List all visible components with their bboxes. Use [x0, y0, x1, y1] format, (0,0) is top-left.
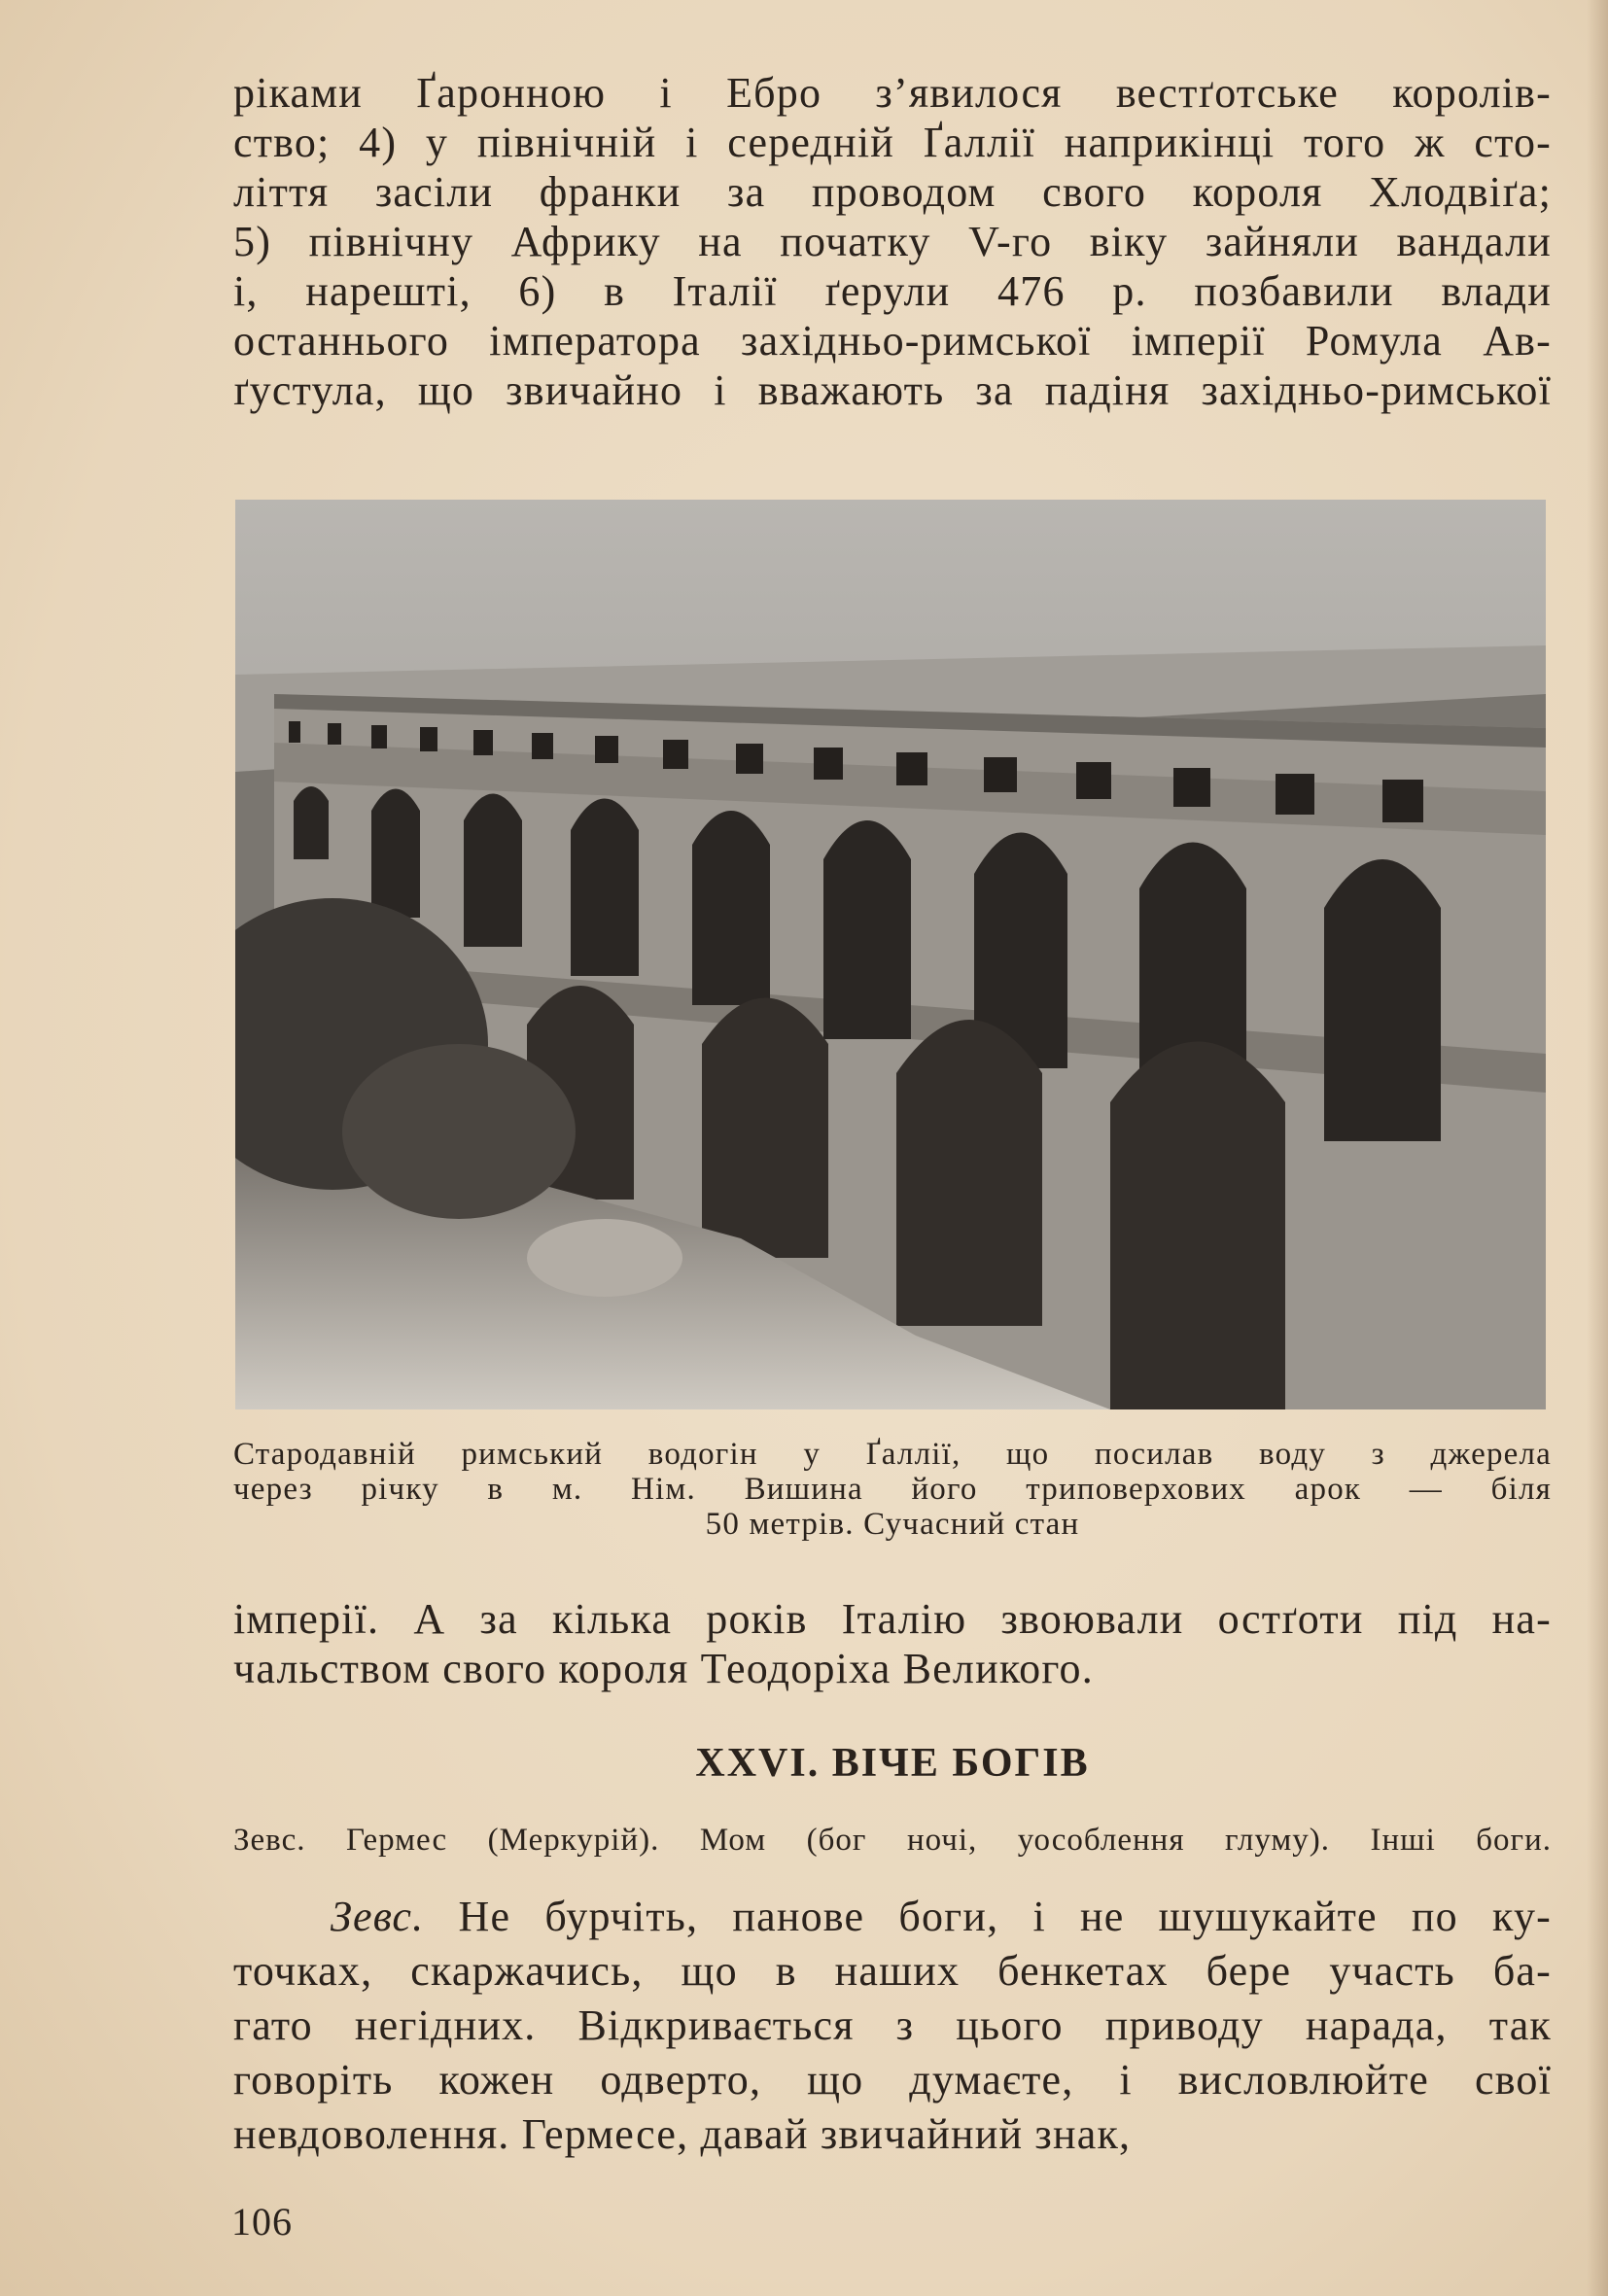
text-line [233, 1890, 1552, 1944]
text-line: рiками Ґаронною i Ебро з’явилося вестґотське королiв- [233, 69, 1552, 117]
text-line: чальством свого короля Теодорiха Великого. [233, 1645, 1094, 1692]
section-heading: XXVI. ВIЧЕ БОГIВ [695, 1741, 1090, 1786]
text-line: говорiть кожен одверто, що думаєте, i висловлюйте свої [233, 2056, 1552, 2104]
caption-line: 50 метрiв. Сучасний стан [705, 1507, 1080, 1542]
figure-caption [233, 1437, 1552, 1542]
text-line: ство; 4) у пiвнiчнiй i середнiй Ґаллiї наприкiнцi того ж сто- [233, 119, 1552, 166]
text-line: 5) пiвнiчну Африку на початку V-го вiку зайняли вандали [233, 218, 1552, 265]
text-line: ґустула, що звичайно i вважають за падiня захiдньо-римської [233, 366, 1552, 414]
text-line: лiття засiли франки за проводом свого короля Хлодвiґа; [233, 168, 1552, 216]
dialogue-paragraph [233, 1890, 1552, 2162]
cast-list: Зевс. Гермес (Меркурiй). Мом (бог ночi, уособлення глуму). Iншi боги. [233, 1823, 1552, 1858]
text-line: невдоволення. Гермесе, давай звичайний знак, [233, 2110, 1132, 2158]
text-line: iмперiї. А за кiлька рокiв Iталiю звоювали остґоти пiд на- [233, 1595, 1552, 1643]
text-line: гато негiдних. Вiдкривається з цього приводу нарада, так [233, 2001, 1552, 2049]
text-line: точках, скаржачись, що в наших бенкетах бере участь ба- [233, 1947, 1552, 1995]
dialogue-text: Не бурчiть, панове боги, i не шушукайте по ку- [458, 1893, 1552, 1940]
caption-line: через рiчку в м. Нiм. Вишина його триповерхових арок — бiля [233, 1472, 1552, 1507]
page-number: 106 [231, 2200, 293, 2244]
paragraph-top [233, 68, 1552, 415]
aqueduct-illustration [235, 500, 1546, 1409]
text-line: i, нарештi, 6) в Iталiї ґерули 476 р. позбавили влади [233, 267, 1552, 315]
speaker-name: Зевс. [331, 1893, 425, 1940]
page-edge-shadow [1587, 0, 1608, 2296]
caption-line: Стародавнiй римський водогiн у Ґаллiї, що посилав воду з джерела [233, 1437, 1552, 1472]
text-line: останнього iмператора захiдньо-римської iмперiї Ромула Ав- [233, 317, 1552, 365]
aqueduct-photograph [235, 500, 1546, 1409]
paragraph-after-figure [233, 1594, 1552, 1693]
